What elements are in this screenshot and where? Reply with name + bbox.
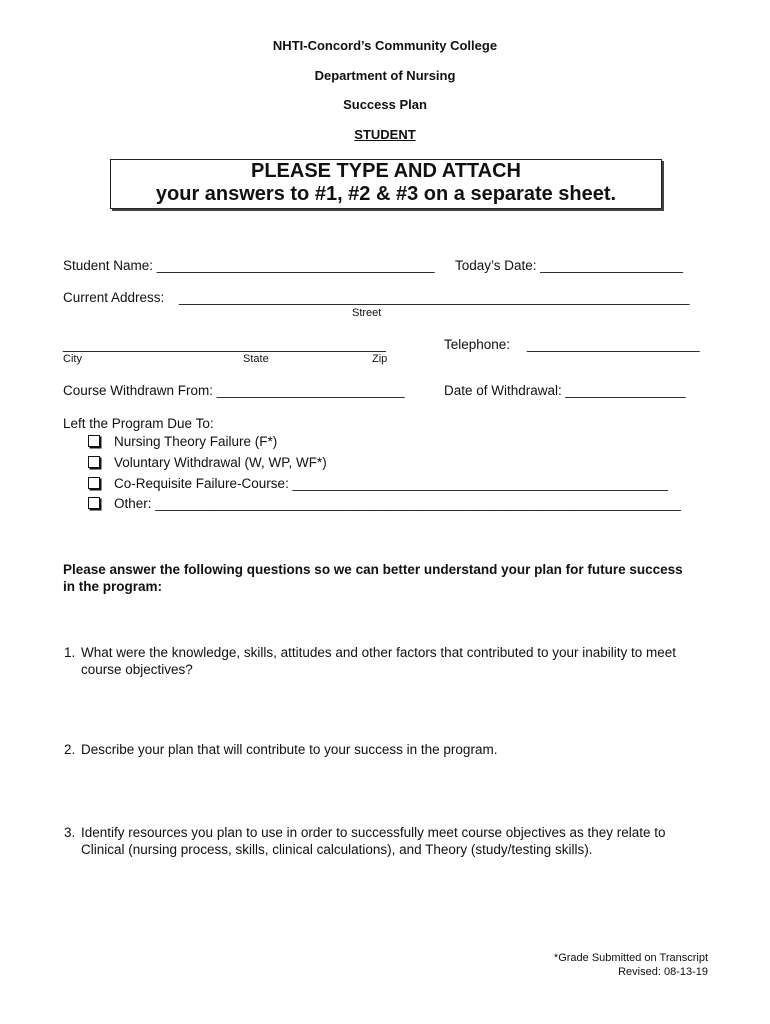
reason-label: Other: ______________________________________________________________________	[114, 496, 681, 511]
city-state-zip-line[interactable]: ___________________________________________	[63, 337, 386, 352]
reason-other[interactable]	[88, 496, 681, 511]
footer-note: *Grade Submitted on Transcript	[553, 952, 708, 964]
notice-line-1: PLEASE TYPE AND ATTACH	[250, 160, 521, 182]
question-text: Identify resources you plan to use in order to successfully meet course objectives as they relate to	[81, 825, 666, 840]
footer-revised: Revised: 08-13-19	[618, 966, 708, 978]
reason-label: Voluntary Withdrawal (W, WP, WF*)	[114, 455, 327, 470]
question-text-cont: Clinical (nursing process, skills, clinical calculations), and Theory (study/testing skills).	[81, 842, 593, 857]
question-number: 3.	[64, 825, 76, 840]
checkbox-icon[interactable]	[88, 435, 100, 447]
reasons-heading: Left the Program Due To:	[63, 416, 214, 431]
document-subtitle: STUDENT	[354, 127, 416, 142]
instructions-line-2: in the program:	[63, 579, 163, 594]
state-caption: State	[243, 353, 269, 365]
college-name: NHTI-Concord’s Community College	[272, 38, 498, 53]
zip-caption: Zip	[372, 353, 388, 365]
reason-corequisite-failure[interactable]	[88, 476, 668, 491]
date-withdrawal-field[interactable]: Date of Withdrawal: ________________	[444, 383, 686, 398]
reason-theory-failure[interactable]	[88, 434, 277, 449]
student-name-field[interactable]: Student Name: _____________________________________	[63, 258, 435, 273]
address-line[interactable]: ____________________________________________________________________	[179, 290, 690, 305]
department-name: Department of Nursing	[314, 68, 456, 83]
question-text: Describe your plan that will contribute to your success in the program.	[81, 742, 498, 757]
document-title: Success Plan	[343, 97, 427, 112]
city-caption: City	[63, 353, 82, 365]
current-address-label: Current Address:	[63, 290, 165, 305]
telephone-label: Telephone:	[444, 337, 511, 352]
question-3	[64, 824, 666, 858]
notice-box	[110, 159, 662, 209]
question-text-cont: course objectives?	[81, 662, 193, 677]
checkbox-icon[interactable]	[88, 497, 100, 509]
todays-date-field[interactable]: Today’s Date: ___________________	[455, 258, 683, 273]
question-2	[64, 741, 497, 758]
question-number: 1.	[64, 645, 76, 660]
reason-label: Nursing Theory Failure (F*)	[114, 434, 278, 449]
instructions-line-1: Please answer the following questions so we can better understand your plan for future success	[63, 562, 683, 577]
checkbox-icon[interactable]	[88, 477, 100, 489]
question-1	[64, 644, 676, 678]
checkbox-icon[interactable]	[88, 456, 100, 468]
telephone-line[interactable]: _______________________	[527, 337, 700, 352]
question-number: 2.	[64, 742, 76, 757]
question-text: What were the knowledge, skills, attitudes and other factors that contributed to your inability to meet	[81, 645, 677, 660]
street-caption: Street	[352, 307, 382, 319]
notice-line-2: your answers to #1, #2 & #3 on a separate sheet.	[155, 183, 617, 205]
reason-voluntary-withdrawal[interactable]	[88, 455, 327, 470]
reason-label: Co-Requisite Failure-Course: __________________________________________________	[114, 476, 668, 491]
course-withdrawn-field[interactable]: Course Withdrawn From: _________________________	[63, 383, 405, 398]
